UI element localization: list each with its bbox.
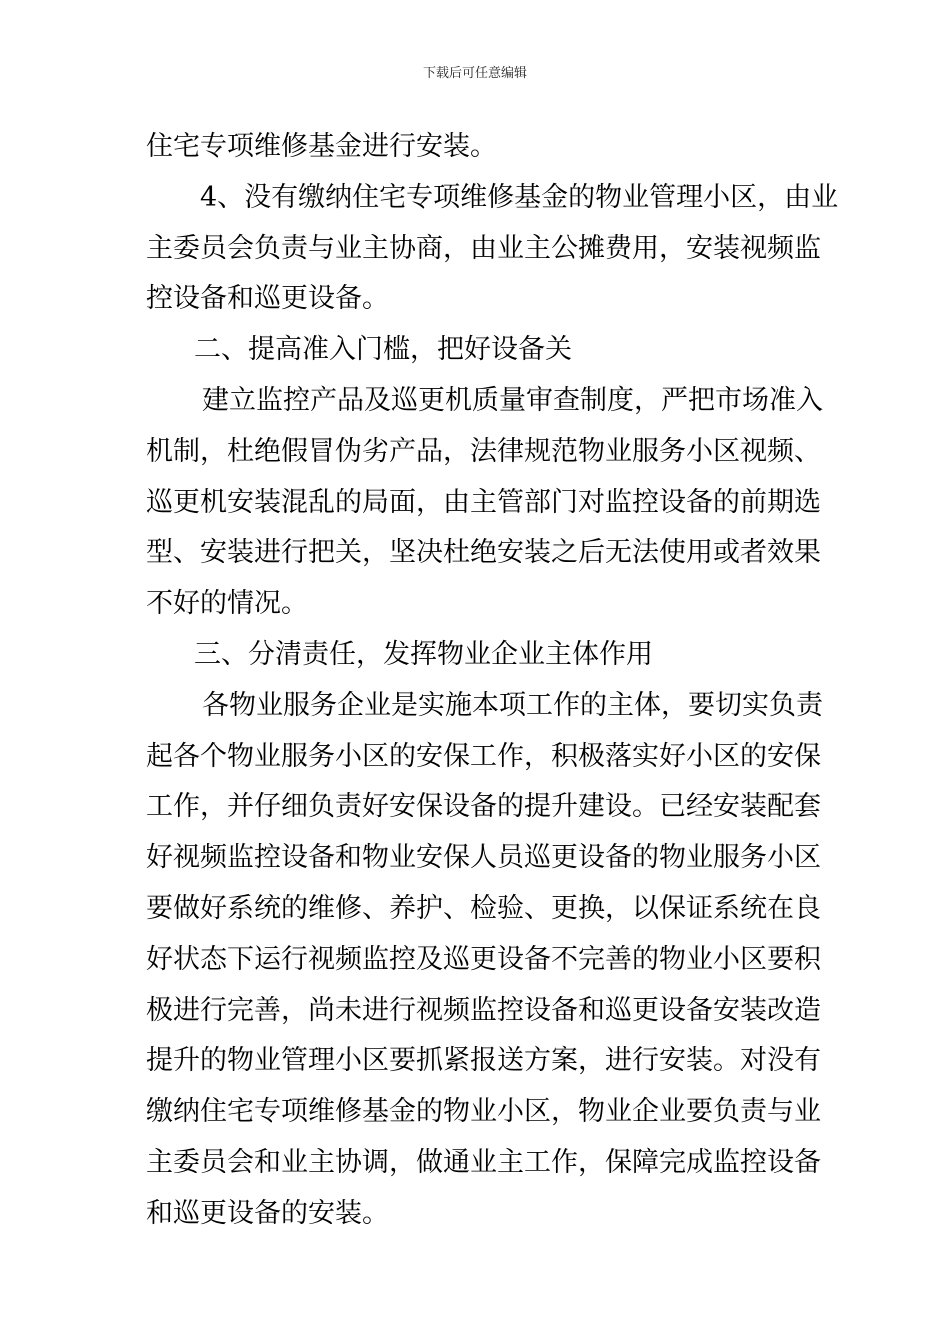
text-line: 要做好系统的维修、养护、检验、更换，以保证系统在良 — [146, 892, 821, 924]
section-heading: 三、分清责任，发挥物业企业主体作用 — [194, 638, 653, 670]
text-line: 缴纳住宅专项维修基金的物业小区，物业企业要负责与业 — [146, 1096, 821, 1128]
text-line: 好状态下运行视频监控及巡更设备不完善的物业小区要积 — [146, 943, 821, 975]
text-line: 主委员会负责与业主协商，由业主公摊费用，安装视频监 — [146, 232, 821, 264]
text-line: 建立监控产品及巡更机质量审查制度，严把市场准入 — [202, 384, 823, 416]
page-header: 下载后可任意编辑 — [422, 66, 527, 81]
text-line: 极进行完善，尚未进行视频监控设备和巡更设备安装改造 — [146, 994, 821, 1026]
text-line: 工作，并仔细负责好安保设备的提升建设。已经安装配套 — [146, 791, 821, 823]
text-line: 和巡更设备的安装。 — [146, 1197, 389, 1229]
text-line: 起各个物业服务小区的安保工作，积极落实好小区的安保 — [146, 740, 821, 772]
text-line: 住宅专项维修基金进行安装。 — [146, 131, 497, 162]
text-line: 提升的物业管理小区要抓紧报送方案，进行安装。对没有 — [146, 1045, 821, 1077]
text-line: 主委员会和业主协调，做通业主工作，保障完成监控设备 — [146, 1146, 821, 1178]
text-line: 各物业服务企业是实施本项工作的主体，要切实负责 — [202, 689, 823, 721]
text-line: 巡更机安装混乱的局面，由主管部门对监控设备的前期选 — [146, 486, 821, 518]
text-line: 机制，杜绝假冒伪劣产品，法律规范物业服务小区视频、 — [146, 435, 821, 467]
text-line: 控设备和巡更设备。 — [146, 283, 389, 315]
text-line: 4、没有缴纳住宅专项维修基金的物业管理小区，由业 — [200, 181, 839, 213]
document-body — [146, 122, 839, 1240]
section-heading: 二、提高准入门槛，把好设备关 — [194, 334, 572, 366]
text-line: 不好的情况。 — [146, 588, 308, 620]
text-line: 型、安装进行把关，坚决杜绝安装之后无法使用或者效果 — [146, 537, 821, 569]
text-line: 好视频监控设备和物业安保人员巡更设备的物业服务小区 — [146, 842, 821, 874]
